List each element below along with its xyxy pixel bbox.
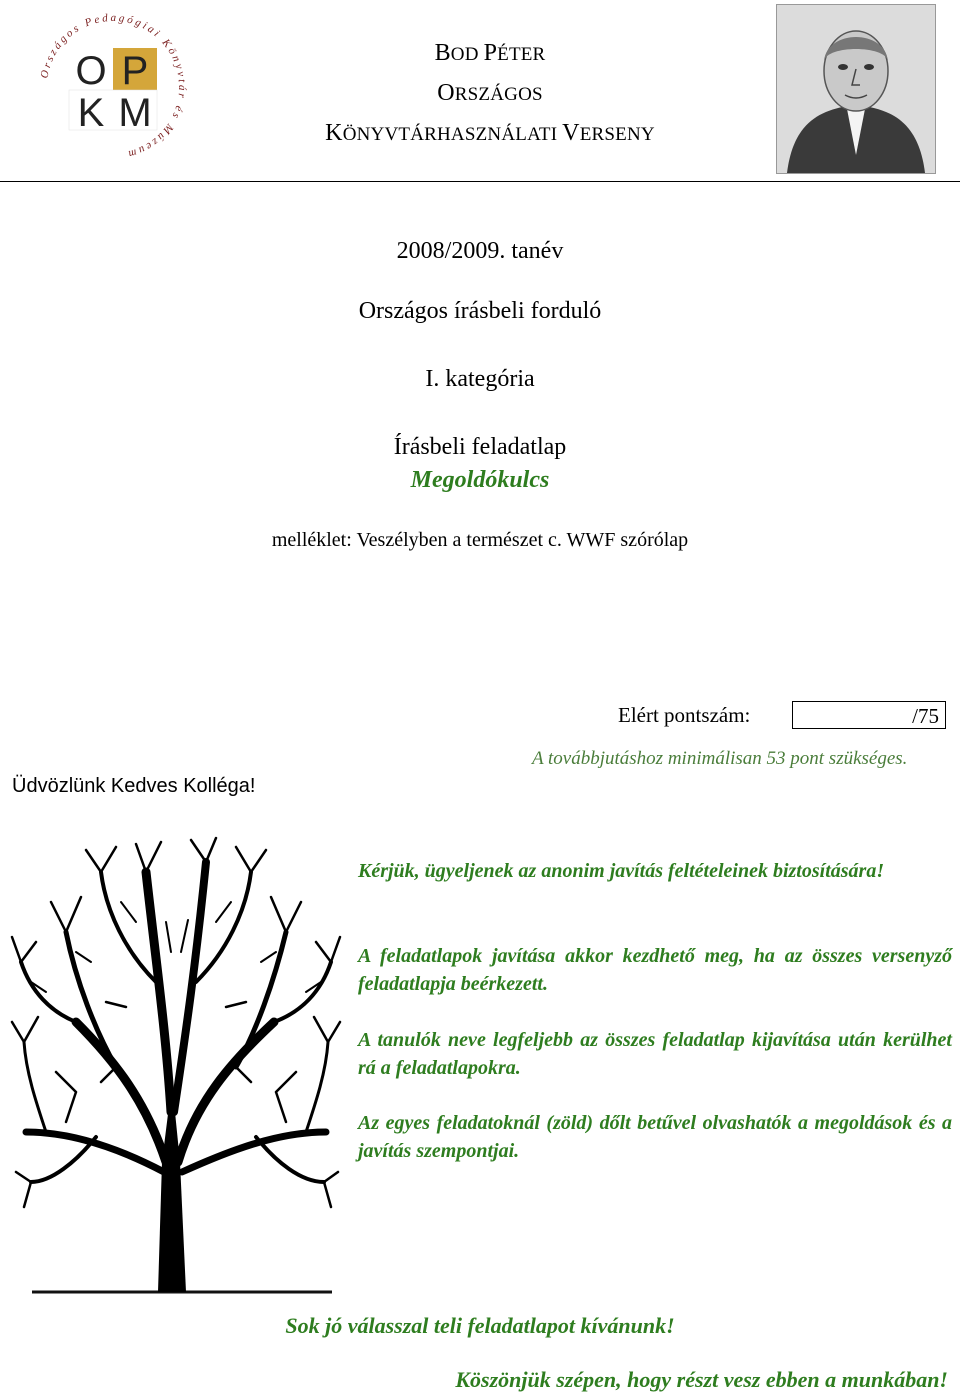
logo-letter-k: K — [77, 91, 105, 135]
score-label: Elért pontszám: — [618, 703, 751, 727]
title-line-3: KÖNYVTÁRHASZNÁLATI VERSENY — [325, 120, 655, 146]
logo-ring-text: Országos Pedagógiai Könyvtár és Múzeum — [38, 11, 189, 161]
instruction-grading-start: A feladatlapok javítása akkor kezdhető meg, ha az összes versenyző feladatlapja beérkezett. — [358, 945, 952, 995]
school-year: 2008/2009. tanév — [396, 238, 564, 264]
logo-letter-p: P — [121, 49, 149, 93]
opkm-logo — [32, 6, 194, 168]
title-line-1: BOD PÉTER — [434, 40, 546, 66]
greeting: Üdvözlünk Kedves Kolléga! — [12, 775, 256, 797]
tree-illustration — [6, 832, 346, 1300]
instruction-student-names: A tanulók neve legfeljebb az összes feladatlap kijavítása után kerülhet rá a feladatlapokra. — [358, 1029, 952, 1079]
instruction-anonymous-grading: Kérjük, ügyeljenek az anonim javítás feltételeinek biztosítására! — [358, 860, 885, 882]
category: I. kategória — [425, 366, 535, 392]
competition-title — [230, 34, 750, 154]
logo-letter-m: M — [118, 91, 152, 135]
logo-letter-o: O — [75, 49, 107, 93]
closing-wish: Sok jó válasszal teli feladatlapot kívánunk! — [285, 1313, 675, 1338]
score-field[interactable] — [792, 701, 946, 729]
attachment-note: melléklet: Veszélyben a természet c. WWF szórólap — [271, 529, 689, 551]
instruction-green-italic: Az egyes feladatoknál (zöld) dőlt betűvel olvashatók a megoldások és a javítás szempontjai. — [358, 1112, 952, 1162]
header-divider — [0, 181, 960, 182]
answer-key-title: Megoldókulcs — [410, 467, 550, 493]
minimum-score-note: A továbbjutáshoz minimálisan 53 pont szükséges. — [532, 748, 908, 769]
round-title: Országos írásbeli forduló — [358, 298, 602, 324]
score-max: /75 — [912, 704, 939, 728]
bod-peter-portrait — [776, 4, 936, 174]
sheet-title: Írásbeli feladatlap — [393, 434, 567, 460]
title-line-2: ORSZÁGOS — [437, 80, 543, 106]
closing-thanks: Köszönjük szépen, hogy részt vesz ebben a munkában! — [455, 1367, 948, 1392]
